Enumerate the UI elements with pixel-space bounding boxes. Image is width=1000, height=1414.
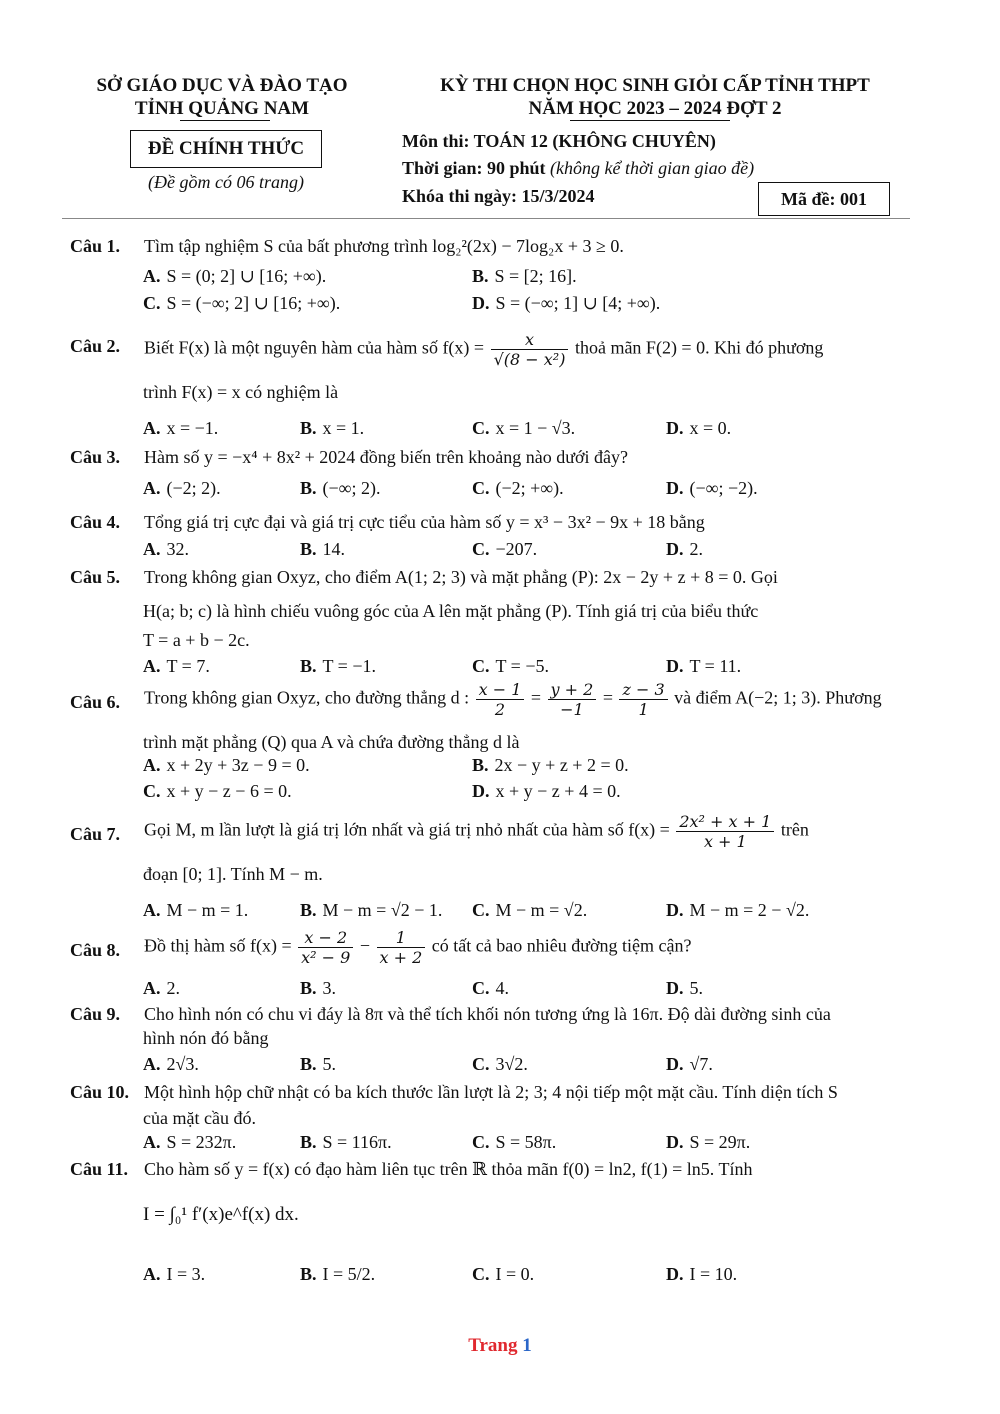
option-5a: A. T = 7. (143, 656, 210, 676)
question-9-line2: hình nón đó bằng (143, 1028, 269, 1048)
fraction: $\frac{y + 2}{-1}$ (548, 680, 597, 719)
option-7c: C. M − m = √2. (472, 900, 588, 920)
option-1c: C. S = (−∞; 2] ∪ [16; +∞). (143, 293, 341, 313)
option-7a: A. M − m = 1. (143, 900, 249, 920)
option-3b: B. (−∞; 2). (300, 478, 381, 498)
question-5: Câu 5. Trong không gian Oxyz, cho điểm A(1; 2; 3) và mặt phẳng (P): 2x − 2y + z + 8 = 0. Gọi (70, 567, 778, 587)
option-4d: D. 2. (666, 539, 703, 559)
option-6b: B. 2x − y + z + 2 = 0. (472, 755, 629, 775)
option-9b: B. 5. (300, 1054, 337, 1074)
fraction: $\frac{\text{2x² + x + 1}}{x + 1}$ (676, 812, 774, 851)
option-9d: D. √7. (666, 1054, 713, 1074)
option-9c: C. 3√2. (472, 1054, 528, 1074)
option-8a: A. 2. (143, 978, 180, 998)
option-6d: D. x + y − z + 4 = 0. (472, 781, 621, 801)
exam-title: KỲ THI CHỌN HỌC SINH GIỎI CẤP TỈNH THPT NĂM HỌC 2023 – 2024 ĐỢT 2 (440, 75, 870, 119)
option-1d: D. S = (−∞; 1] ∪ [4; +∞). (472, 293, 661, 313)
option-5b: B. T = −1. (300, 656, 376, 676)
option-11d: D. I = 10. (666, 1264, 738, 1284)
header-divider (62, 218, 910, 219)
question-7-line2: đoạn [0; 1]. Tính M − m. (143, 864, 323, 884)
page-footer (0, 1335, 1000, 1357)
question-11: Câu 11. Cho hàm số y = f(x) có đạo hàm liên tục trên ℝ thỏa mãn f(0) = ln2, f(1) = ln5. Tính (70, 1159, 753, 1179)
option-1a: A. S = (0; 2] ∪ [16; +∞). (143, 266, 327, 286)
page-label: Trang (468, 1335, 518, 1356)
question-5-line2: H(a; b; c) là hình chiếu vuông góc của A lên mặt phẳng (P). Tính giá trị của biểu thức (143, 601, 759, 621)
option-2a: A. x = −1. (143, 418, 219, 438)
option-2c: C. x = 1 − √3. (472, 418, 576, 438)
question-3: Câu 3. Hàm số y = −x⁴ + 8x² + 2024 đồng biến trên khoảng nào dưới đây? (70, 447, 628, 467)
fraction: $\frac{1}{x + 2}$ (377, 928, 426, 967)
question-5-line3: T = a + b − 2c. (143, 630, 250, 650)
question-10: Câu 10. Một hình hộp chữ nhật có ba kích thước lần lượt là 2; 3; 4 nội tiếp một mặt cầu. Tính diện tích S (70, 1082, 838, 1102)
option-9a: A. 2√3. (143, 1054, 199, 1074)
question-8: Câu 8. Đồ thị hàm số f(x) = $\frac{x - 2}{\text{x² − 9}}$ − $\frac{1}{x + 2}$ có tất cả bao nhiêu đường tiệm cận? (70, 928, 692, 967)
fraction: $\frac{x - 2}{\text{x² − 9}}$ (298, 928, 353, 967)
option-11b: B. I = 5/2. (300, 1264, 376, 1284)
question-6-line2: trình mặt phẳng (Q) qua A và chứa đường thẳng d là (143, 732, 520, 752)
option-7d: D. M − m = 2 − √2. (666, 900, 810, 920)
option-10d: D. S = 29π. (666, 1132, 751, 1152)
exam-code: Mã đề: 001 (758, 182, 890, 216)
official-exam-label: ĐỀ CHÍNH THỨC (130, 130, 322, 168)
department-name: SỞ GIÁO DỤC VÀ ĐÀO TẠO TỈNH QUẢNG NAM (96, 75, 348, 119)
option-4b: B. 14. (300, 539, 346, 559)
question-2-line2: trình F(x) = x có nghiệm là (143, 382, 339, 402)
option-5d: D. T = 11. (666, 656, 742, 676)
fraction: $\frac{z - 3}{1}$ (619, 680, 667, 719)
option-11a: A. I = 3. (143, 1264, 206, 1284)
exam-date: Khóa thi ngày: 15/3/2024 (402, 186, 595, 206)
question-2: Câu 2. Biết F(x) là một nguyên hàm của hàm số f(x) = $\frac{x}{\text{√(8 − x²)}}$ thoả mãn F(2) = 0. Khi đó phương (70, 330, 824, 369)
option-5c: C. T = −5. (472, 656, 549, 676)
option-7b: B. M − m = √2 − 1. (300, 900, 443, 920)
question-9: Câu 9. Cho hình nón có chu vi đáy là 8π và thể tích khối nón tương ứng là 16π. Độ dài đường sinh của (70, 1004, 831, 1024)
option-3a: A. (−2; 2). (143, 478, 221, 498)
header-underline-left (180, 120, 270, 121)
question-6: Câu 6. Trong không gian Oxyz, cho đường thẳng d : $\frac{x - 1}{2}$ = $\frac{y + 2}{-1}$ = $\frac{z - 3}{1}$ và điểm A(−2; 1; 3). Phương (70, 680, 882, 719)
option-6c: C. x + y − z − 6 = 0. (143, 781, 292, 801)
question-4: Câu 4. Tổng giá trị cực đại và giá trị cực tiểu của hàm số y = x³ − 3x² − 9x + 18 bằng (70, 512, 705, 532)
option-4a: A. 32. (143, 539, 189, 559)
option-10c: C. S = 58π. (472, 1132, 557, 1152)
time-limit: Thời gian: 90 phút (không kể thời gian giao đề) (402, 158, 755, 178)
option-10b: B. S = 116π. (300, 1132, 392, 1152)
option-8d: D. 5. (666, 978, 703, 998)
option-11c: C. I = 0. (472, 1264, 535, 1284)
option-10a: A. S = 232π. (143, 1132, 237, 1152)
fraction: $\frac{x - 1}{2}$ (476, 680, 525, 719)
question-10-line2: của mặt cầu đó. (143, 1108, 256, 1128)
subject: Môn thi: TOÁN 12 (KHÔNG CHUYÊN) (402, 131, 716, 151)
option-3c: C. (−2; +∞). (472, 478, 564, 498)
pages-note: (Đề gồm có 06 trang) (148, 172, 304, 192)
option-3d: D. (−∞; −2). (666, 478, 758, 498)
option-8c: C. 4. (472, 978, 509, 998)
question-7: Câu 7. Gọi M, m lần lượt là giá trị lớn nhất và giá trị nhỏ nhất của hàm số f(x) = $\frac{\text{2x² + x + 1}}{x + 1}$ trên (70, 812, 809, 851)
page-number: 1 (522, 1335, 532, 1356)
integral-expression: I = ∫₀¹ f′(x)e^f(x) dx. (143, 1204, 299, 1225)
question-1: Câu 1. Tìm tập nghiệm S của bất phương trình log₂²(2x) − 7log₂x + 3 ≥ 0. (70, 236, 624, 256)
option-6a: A. x + 2y + 3z − 9 = 0. (143, 755, 310, 775)
header-underline-right (570, 120, 730, 121)
option-1b: B. S = [2; 16]. (472, 266, 577, 286)
fraction: $\frac{x}{\text{√(8 − x²)}}$ (491, 330, 569, 369)
option-4c: C. −207. (472, 539, 538, 559)
option-2b: B. x = 1. (300, 418, 365, 438)
option-8b: B. 3. (300, 978, 337, 998)
option-2d: D. x = 0. (666, 418, 732, 438)
